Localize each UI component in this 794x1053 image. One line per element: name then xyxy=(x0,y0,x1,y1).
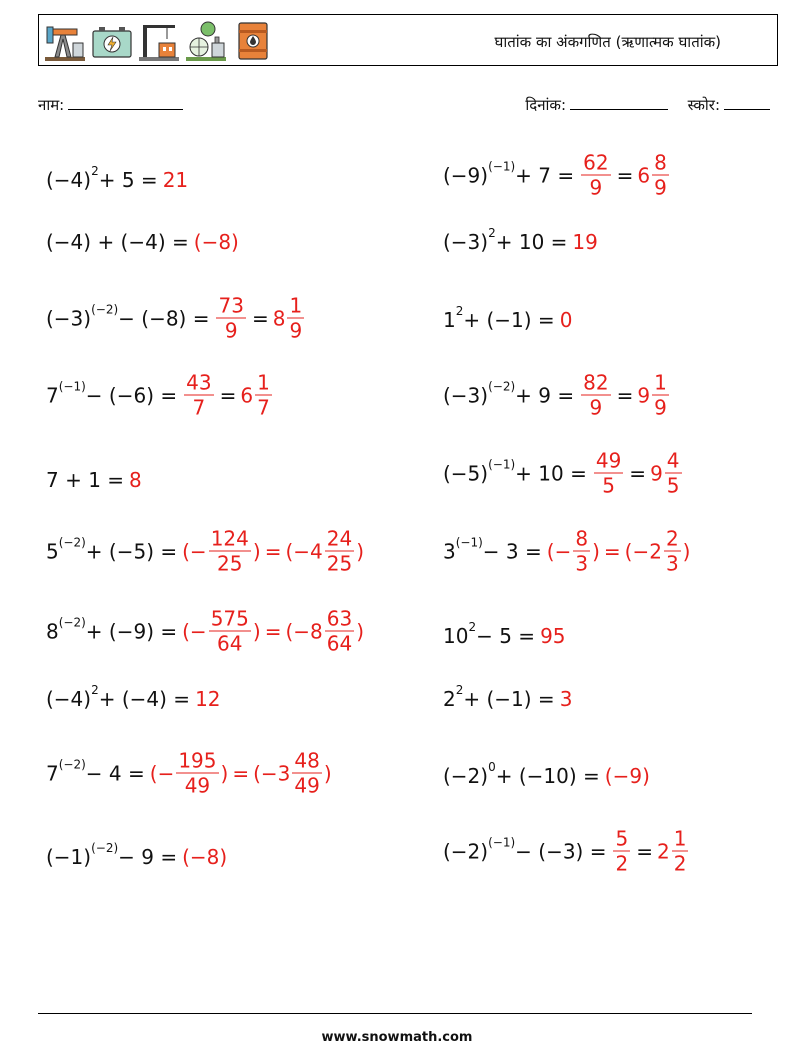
answer-equals: = xyxy=(616,163,634,187)
answer-fraction-denominator: 7 xyxy=(192,395,206,420)
answer-fraction-numerator: 49 xyxy=(595,448,622,473)
answer-equals: = xyxy=(603,539,621,563)
mixed-fraction xyxy=(672,827,689,876)
problem-base: 7 xyxy=(46,761,59,785)
mixed-whole: 2 xyxy=(649,539,662,563)
score-label: स्कोर: xyxy=(687,96,720,114)
answer-fraction xyxy=(573,527,590,576)
problem-10 xyxy=(443,449,684,498)
date-label: दिनांक: xyxy=(525,96,566,114)
answer-equals: = xyxy=(219,383,237,407)
mixed-fraction xyxy=(325,607,354,656)
problem-2 xyxy=(443,151,671,200)
answer-fraction xyxy=(581,151,610,200)
mixed-fraction-denominator: 2 xyxy=(673,851,687,876)
mixed-whole: 8 xyxy=(272,306,286,330)
problem-exponent: (−1) xyxy=(455,535,483,549)
mixed-fraction xyxy=(325,527,354,576)
mixed-fraction xyxy=(664,527,681,576)
mixed-fraction-numerator: 48 xyxy=(294,748,320,773)
eco-factory-icon xyxy=(184,19,228,63)
answer-equals: = xyxy=(264,539,282,563)
answer xyxy=(540,624,565,648)
mixed-fraction-denominator: 5 xyxy=(666,473,680,498)
date-score-fields xyxy=(525,95,770,115)
answer-equals: = xyxy=(251,306,269,330)
mixed-fraction-numerator: 1 xyxy=(257,370,270,395)
answer-fraction xyxy=(176,749,218,798)
answer-close: ) xyxy=(252,539,261,563)
mixed-fraction-denominator: 7 xyxy=(257,395,270,420)
mixed-fraction-numerator: 2 xyxy=(665,526,679,551)
mixed-fraction-denominator: 25 xyxy=(326,551,353,576)
answer-open: (− xyxy=(546,539,572,563)
answer-fraction-denominator: 49 xyxy=(184,773,211,798)
problem-exponent: (−2) xyxy=(91,841,119,855)
problem-exponent: 2 xyxy=(488,226,496,240)
answer-value: 95 xyxy=(540,624,566,648)
answer-fraction-numerator: 73 xyxy=(218,293,244,318)
answer xyxy=(182,845,227,869)
answer xyxy=(163,168,188,192)
answer-open: (− xyxy=(182,619,207,643)
answer-close: ) xyxy=(252,619,261,643)
problem-exponent: 0 xyxy=(488,760,496,774)
mixed-fraction-denominator: 9 xyxy=(654,175,667,200)
problem-4 xyxy=(443,226,598,254)
problem-base: 3 xyxy=(443,539,456,563)
answer xyxy=(592,449,684,498)
mixed-fraction xyxy=(652,371,669,420)
oil-pump-icon xyxy=(43,19,87,63)
problem-base: (−4) xyxy=(46,687,92,711)
answer-equals: = xyxy=(264,619,282,643)
mixed-whole: 2 xyxy=(656,839,670,863)
answer-fraction-numerator: 575 xyxy=(210,606,249,631)
score-blank[interactable] xyxy=(724,95,770,110)
answer-equals: = xyxy=(636,839,653,863)
mixed-fraction-numerator: 1 xyxy=(673,826,687,851)
problem-operation: − (−3) = xyxy=(515,839,607,863)
battery-icon xyxy=(90,19,134,63)
mixed-whole: 3 xyxy=(277,761,291,785)
answer-fraction xyxy=(613,827,630,876)
problem-operation: − 3 = xyxy=(482,539,542,563)
problem-12 xyxy=(443,527,690,576)
answer-equals: = xyxy=(232,761,250,785)
problem-base: (−4) + (−4) = xyxy=(46,230,189,254)
answer xyxy=(560,687,573,711)
answer-fraction-denominator: 9 xyxy=(589,175,603,200)
name-label: नाम: xyxy=(38,96,65,114)
problem-operation: + (−5) = xyxy=(85,539,178,563)
answer-fraction-numerator: 62 xyxy=(583,150,609,175)
answer xyxy=(150,749,332,798)
answer-fraction-numerator: 43 xyxy=(186,370,212,395)
problem-exponent: (−1) xyxy=(488,835,516,849)
problem-base: 7 xyxy=(46,383,59,407)
worksheet-header xyxy=(38,14,778,66)
problem-7 xyxy=(46,371,274,420)
problem-base: 7 + 1 = xyxy=(46,468,125,492)
answer xyxy=(194,230,239,254)
answer-fraction xyxy=(184,371,213,420)
mixed-fraction xyxy=(652,151,669,200)
problem-exponent: (−1) xyxy=(58,379,86,393)
answer xyxy=(129,468,142,492)
problem-8 xyxy=(443,371,671,420)
problem-base: (−9) xyxy=(443,163,489,187)
answer xyxy=(605,764,650,788)
problem-base: (−3) xyxy=(443,383,489,407)
mixed-whole: 6 xyxy=(637,163,651,187)
factory-crane-icon xyxy=(137,19,181,63)
problem-base: 8 xyxy=(46,619,59,643)
answer-value: 8 xyxy=(129,468,142,492)
mixed-fraction-denominator: 3 xyxy=(665,551,679,576)
problem-operation: − (−8) = xyxy=(118,306,210,330)
mixed-whole: 4 xyxy=(310,539,323,563)
mixed-fraction xyxy=(665,449,682,498)
mixed-fraction-denominator: 9 xyxy=(289,318,303,343)
answer xyxy=(182,527,364,576)
problem-exponent: (−2) xyxy=(58,615,86,629)
problem-operation: + 10 = xyxy=(495,230,568,254)
problem-exponent: (−1) xyxy=(488,457,516,471)
problem-exponent: (−2) xyxy=(58,757,86,771)
mixed-whole: 9 xyxy=(650,461,663,485)
answer-fraction-numerator: 82 xyxy=(583,370,609,395)
problem-operation: + (−10) = xyxy=(495,764,600,788)
mixed-open: (− xyxy=(253,761,278,785)
problem-18 xyxy=(443,760,650,788)
footer-divider xyxy=(38,1013,752,1014)
problem-19 xyxy=(46,841,228,869)
worksheet-title: घातांक का अंकगणित (ऋणात्मक घातांक) xyxy=(494,33,721,51)
answer-value: (−8) xyxy=(182,845,228,869)
problem-operation: + 10 = xyxy=(515,461,587,485)
problem-operation: − 5 = xyxy=(476,624,536,648)
answer-fraction-denominator: 64 xyxy=(217,631,243,656)
problem-exponent: 2 xyxy=(91,683,99,697)
problem-base: 2 xyxy=(443,687,456,711)
problem-exponent: (−2) xyxy=(58,535,86,549)
answer-value: (−9) xyxy=(604,764,650,788)
name-blank[interactable] xyxy=(68,95,183,110)
answer xyxy=(195,687,220,711)
date-blank[interactable] xyxy=(570,95,668,110)
problem-base: (−1) xyxy=(46,845,92,869)
problem-5 xyxy=(46,294,306,343)
oil-barrel-icon xyxy=(231,19,275,63)
header-icons xyxy=(43,19,275,63)
problem-base: (−4) xyxy=(46,168,92,192)
answer xyxy=(547,527,691,576)
answer-fraction xyxy=(594,449,623,498)
answer-equals: = xyxy=(616,383,634,407)
answer-fraction-denominator: 9 xyxy=(589,395,603,420)
problem-16 xyxy=(443,683,573,711)
answer-fraction-numerator: 124 xyxy=(210,526,249,551)
answer-open: (− xyxy=(149,761,175,785)
answer-fraction-denominator: 5 xyxy=(602,473,615,498)
mixed-fraction-numerator: 8 xyxy=(654,150,667,175)
footer-website: www.snowmath.com xyxy=(321,1030,473,1045)
problem-base: 10 xyxy=(443,624,469,648)
problem-6 xyxy=(443,304,573,332)
answer xyxy=(182,607,364,656)
answer xyxy=(182,371,274,420)
name-field xyxy=(38,95,183,115)
problem-operation: + (−9) = xyxy=(85,619,178,643)
problem-operation: − 4 = xyxy=(85,761,145,785)
problem-11 xyxy=(46,527,364,576)
mixed-open: (− xyxy=(624,539,650,563)
answer xyxy=(579,371,671,420)
problem-3 xyxy=(46,230,239,254)
answer-fraction-numerator: 8 xyxy=(575,526,589,551)
mixed-open: (− xyxy=(285,539,311,563)
mixed-fraction-denominator: 49 xyxy=(294,773,320,798)
problem-operation: + (−1) = xyxy=(463,687,555,711)
mixed-fraction xyxy=(255,371,272,420)
answer xyxy=(214,294,306,343)
mixed-close: ) xyxy=(356,619,365,643)
problem-exponent: (−1) xyxy=(488,159,516,173)
mixed-fraction-numerator: 63 xyxy=(326,606,353,631)
problem-base: (−2) xyxy=(443,764,489,788)
problem-exponent: 2 xyxy=(468,620,477,634)
answer-fraction xyxy=(581,371,610,420)
answer xyxy=(611,827,690,876)
answer-value: 3 xyxy=(559,687,573,711)
problem-operation: + 5 = xyxy=(98,168,158,192)
problem-operation: + (−4) = xyxy=(98,687,191,711)
problem-1 xyxy=(46,164,189,192)
problem-base: (−3) xyxy=(46,306,92,330)
answer-fraction xyxy=(209,607,251,656)
answer-fraction-numerator: 5 xyxy=(615,826,629,851)
mixed-fraction xyxy=(287,294,304,343)
problem-operation: + 9 = xyxy=(515,383,575,407)
problem-base: (−5) xyxy=(443,461,489,485)
mixed-close: ) xyxy=(682,539,691,563)
mixed-fraction xyxy=(292,749,321,798)
answer xyxy=(572,230,597,254)
answer-fraction-numerator: 195 xyxy=(178,748,217,773)
problem-exponent: 2 xyxy=(455,683,464,697)
mixed-close: ) xyxy=(323,761,332,785)
mixed-fraction-denominator: 64 xyxy=(326,631,353,656)
answer xyxy=(560,308,573,332)
problem-operation: + (−1) = xyxy=(463,308,555,332)
answer-value: 19 xyxy=(572,230,598,254)
problem-base: (−3) xyxy=(443,230,489,254)
answer-fraction xyxy=(216,294,245,343)
problem-base: 5 xyxy=(46,539,59,563)
problem-exponent: (−2) xyxy=(91,302,119,316)
mixed-close: ) xyxy=(356,539,365,563)
answer-value: 12 xyxy=(195,687,221,711)
problem-20 xyxy=(443,827,690,876)
answer-close: ) xyxy=(220,761,229,785)
problem-exponent: (−2) xyxy=(488,379,516,393)
mixed-fraction-numerator: 1 xyxy=(654,370,667,395)
mixed-open: (− xyxy=(285,619,311,643)
problem-9 xyxy=(46,468,142,492)
problem-base: (−2) xyxy=(443,839,489,863)
mixed-whole: 8 xyxy=(310,619,323,643)
answer xyxy=(579,151,671,200)
answer-fraction xyxy=(209,527,251,576)
answer-open: (− xyxy=(182,539,207,563)
problem-14 xyxy=(443,620,566,648)
answer-equals: = xyxy=(629,461,647,485)
answer-close: ) xyxy=(592,539,600,563)
problem-operation: − (−6) = xyxy=(85,383,178,407)
answer-value: (−8) xyxy=(193,230,239,254)
mixed-fraction-numerator: 24 xyxy=(326,526,353,551)
mixed-whole: 6 xyxy=(240,383,254,407)
problem-exponent: 2 xyxy=(91,164,99,178)
answer-fraction-denominator: 3 xyxy=(575,551,589,576)
problem-15 xyxy=(46,683,221,711)
mixed-whole: 9 xyxy=(637,383,651,407)
answer-value: 21 xyxy=(162,168,189,192)
problem-operation: − 9 = xyxy=(118,845,178,869)
answer-fraction-denominator: 9 xyxy=(224,318,238,343)
problem-exponent: 2 xyxy=(455,304,464,318)
problem-base: 1 xyxy=(443,308,456,332)
answer-value: 0 xyxy=(559,308,573,332)
mixed-fraction-numerator: 4 xyxy=(666,448,680,473)
mixed-fraction-denominator: 9 xyxy=(654,395,667,420)
answer-fraction-denominator: 25 xyxy=(217,551,243,576)
problem-operation: + 7 = xyxy=(515,163,575,187)
mixed-fraction-numerator: 1 xyxy=(289,293,303,318)
problem-17 xyxy=(46,749,332,798)
answer-fraction-denominator: 2 xyxy=(615,851,629,876)
problem-13 xyxy=(46,607,364,656)
